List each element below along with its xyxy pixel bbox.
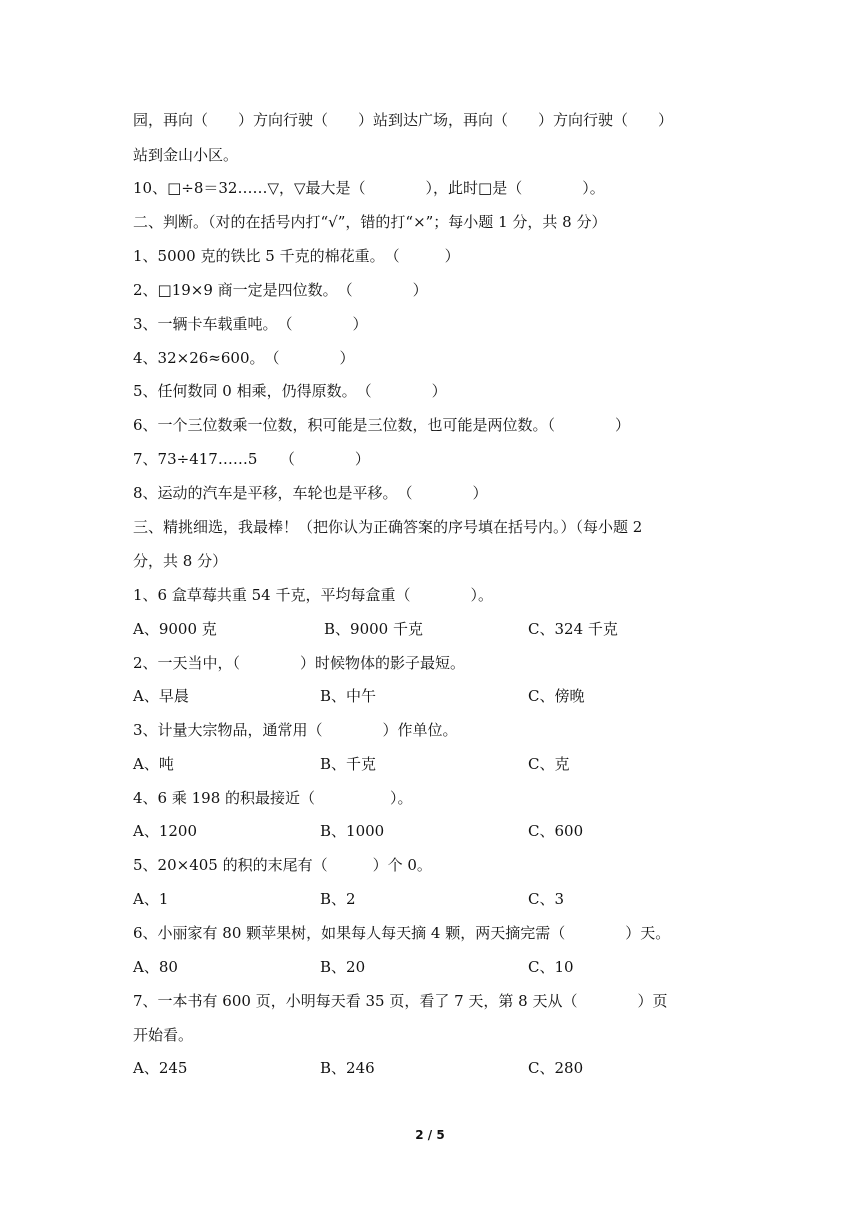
judgment-item: 2、□19×9 商一定是四位数。 （ ） <box>133 281 428 299</box>
choice-option-c: C、280 <box>528 1059 584 1077</box>
section-heading-choice-cont: 分，共 8 分） <box>133 552 228 570</box>
judgment-item: 6、一个三位数乘一位数，积可能是三位数，也可能是两位数。（ ） <box>133 416 631 434</box>
choice-option-a: A、9000 克 <box>133 620 217 638</box>
choice-question: 7、一本书有 600 页，小明每天看 35 页，看了 7 天，第 8 天从（ ）页 <box>133 992 668 1010</box>
choice-question: 1、6 盒草莓共重 54 千克，平均每盒重（ ）。 <box>133 586 493 604</box>
choice-option-c: C、324 千克 <box>528 620 618 638</box>
choice-question: 3、计量大宗物品，通常用（ ）作单位。 <box>133 721 458 739</box>
choice-question-cont: 开始看。 <box>133 1026 194 1044</box>
section-heading-judgment: 二、判断。（对的在括号内打“√”，错的打“×”；每小题 1 分，共 8 分） <box>133 213 607 231</box>
choice-option-b: B、20 <box>320 958 366 976</box>
judgment-item: 8、运动的汽车是平移，车轮也是平移。 （ ） <box>133 484 488 502</box>
text-line: 园，再向（ ）方向行驶（ ）站到达广场，再向（ ）方向行驶（ ） <box>133 111 674 129</box>
judgment-item: 7、73÷417……5 （ ） <box>133 450 370 468</box>
choice-option-a: A、245 <box>133 1059 188 1077</box>
choice-option-b: B、1000 <box>320 822 385 840</box>
choice-option-c: C、10 <box>528 958 574 976</box>
page-number: 2 / 5 <box>415 1128 445 1142</box>
choice-question: 6、小丽家有 80 颗苹果树，如果每人每天摘 4 颗，两天摘完需（ ）天。 <box>133 924 671 942</box>
choice-question: 2、一天当中，（ ）时候物体的影子最短。 <box>133 654 466 672</box>
text-line: 站到金山小区。 <box>133 146 239 164</box>
question-10: 10、□÷8＝32……▽，▽最大是（ ），此时□是（ ）。 <box>133 179 605 197</box>
choice-option-b: B、2 <box>320 890 356 908</box>
choice-option-a: A、1 <box>133 890 169 908</box>
choice-option-c: C、傍晚 <box>528 687 585 705</box>
judgment-item: 4、32×26≈600。 （ ） <box>133 349 355 367</box>
choice-option-c: C、3 <box>528 890 565 908</box>
section-heading-choice: 三、精挑细选，我最棒！（把你认为正确答案的序号填在括号内。）（每小题 2 <box>133 518 643 536</box>
choice-option-a: A、1200 <box>133 822 198 840</box>
choice-option-b: B、246 <box>320 1059 375 1077</box>
judgment-item: 3、一辆卡车载重吨。 （ ） <box>133 315 368 333</box>
choice-option-a: A、早晨 <box>133 687 189 705</box>
choice-question: 5、20×405 的积的末尾有（ ）个 0。 <box>133 856 432 874</box>
choice-option-b: B、9000 千克 <box>324 620 423 638</box>
choice-option-a: A、80 <box>133 958 178 976</box>
choice-option-c: C、克 <box>528 755 570 773</box>
judgment-item: 5、任何数同 0 相乘，仍得原数。 （ ） <box>133 382 447 400</box>
choice-question: 4、6 乘 198 的积最接近（ ）。 <box>133 789 413 807</box>
choice-option-a: A、吨 <box>133 755 174 773</box>
choice-option-c: C、600 <box>528 822 584 840</box>
judgment-item: 1、5000 克的铁比 5 千克的棉花重。 （ ） <box>133 247 460 265</box>
choice-option-b: B、千克 <box>320 755 377 773</box>
choice-option-b: B、中午 <box>320 687 377 705</box>
